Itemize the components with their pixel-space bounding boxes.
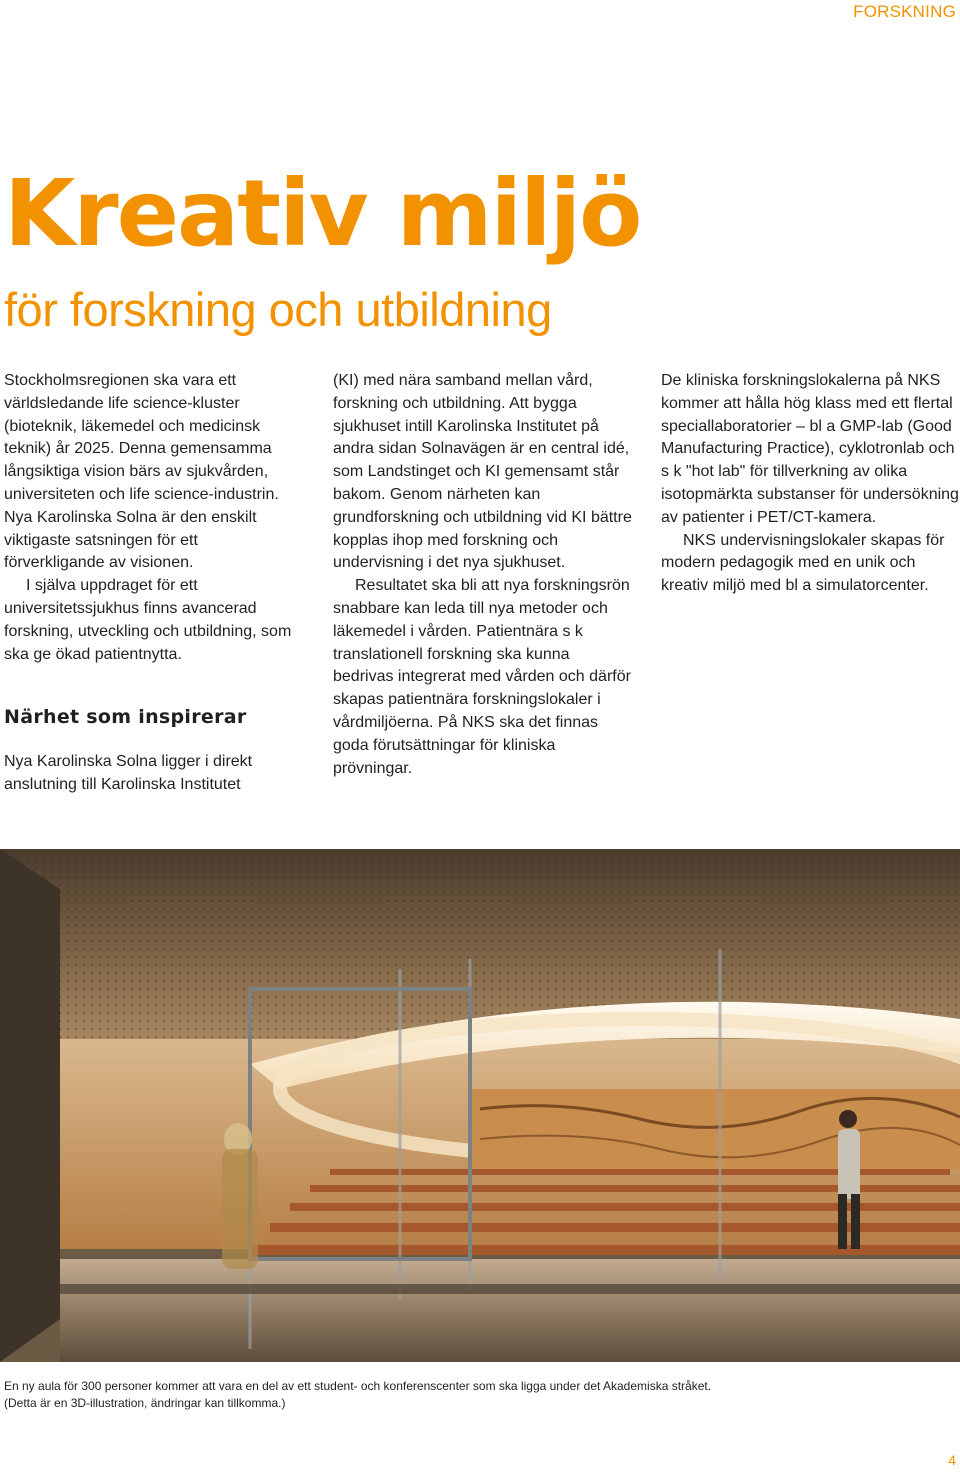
text-column-1 bbox=[4, 370, 302, 797]
paragraph: Stockholmsregionen ska vara ett världsledande life science-kluster (bioteknik, läkemedel och medicinsk teknik) år 2025. Denna gemensamma långsiktiga vision bärs av sjukvården, universiteten och life science-industrin. Nya Karolinska Solna är den enskilt viktigaste satsningen för ett förverkligande av visionen. bbox=[4, 372, 279, 572]
page-subtitle: för forskning och utbildning bbox=[4, 283, 552, 336]
section-label: FORSKNING bbox=[853, 2, 956, 21]
caption-line: En ny aula för 300 personer kommer att vara en del av ett student- och konferenscenter som ska ligga under det Akademiska stråket. bbox=[4, 1379, 712, 1393]
paragraph: NKS undervisningslokaler skapas för modern pedagogik med en unik och kreativ miljö med bl a simulatorcenter. bbox=[661, 531, 945, 595]
image-caption bbox=[4, 1378, 944, 1411]
page-number: 4 bbox=[948, 1452, 956, 1468]
paragraph: Nya Karolinska Solna ligger i direkt anslutning till Karolinska Institutet bbox=[4, 753, 253, 794]
caption-line: (Detta är en 3D-illustration, ändringar kan tillkomma.) bbox=[4, 1395, 286, 1410]
page-title: Kreativ miljö bbox=[4, 160, 641, 267]
paragraph: (KI) med nära samband mellan vård, forskning och utbildning. Att bygga sjukhuset intill Karolinska Institutet på andra sidan Solnavägen är en central idé, som Landstinget och KI gemensamt står bakom. Genom närheten kan grundforskning och utbildning vid KI bättre kopplas ihop med forskning och undervisning i det nya sjukhuset. bbox=[333, 372, 632, 572]
paragraph: I själva uppdraget för ett universitetssjukhus finns avancerad forskning, utveckling och utbildning, som ska ge ökad patientnytta. bbox=[4, 577, 292, 663]
paragraph: De kliniska forskningslokalerna på NKS kommer att hålla hög klass med ett flertal speciallaboratorier – bl a GMP-lab (Good Manufacturing Practice), cyklotronlab och s k "hot lab" för tillverkning av olika isotopmärkta substanser för undersökning av patienter i PET/CT-kamera. bbox=[661, 372, 959, 526]
text-column-2 bbox=[333, 370, 633, 780]
text-column-3 bbox=[661, 370, 960, 598]
auditorium-illustration bbox=[0, 849, 960, 1362]
paragraph: Resultatet ska bli att nya forskningsrön snabbare kan leda till nya metoder och läkemedel i vården. Patientnära s k translationell forskning ska kunna bedrivas integrerat med vården och därför skapas patientnära forskningslokaler i vårdmiljöerna. På NKS ska det finnas goda förutsättningar för kliniska prövningar. bbox=[333, 577, 631, 777]
section-heading: Närhet som inspirerar bbox=[4, 706, 247, 729]
